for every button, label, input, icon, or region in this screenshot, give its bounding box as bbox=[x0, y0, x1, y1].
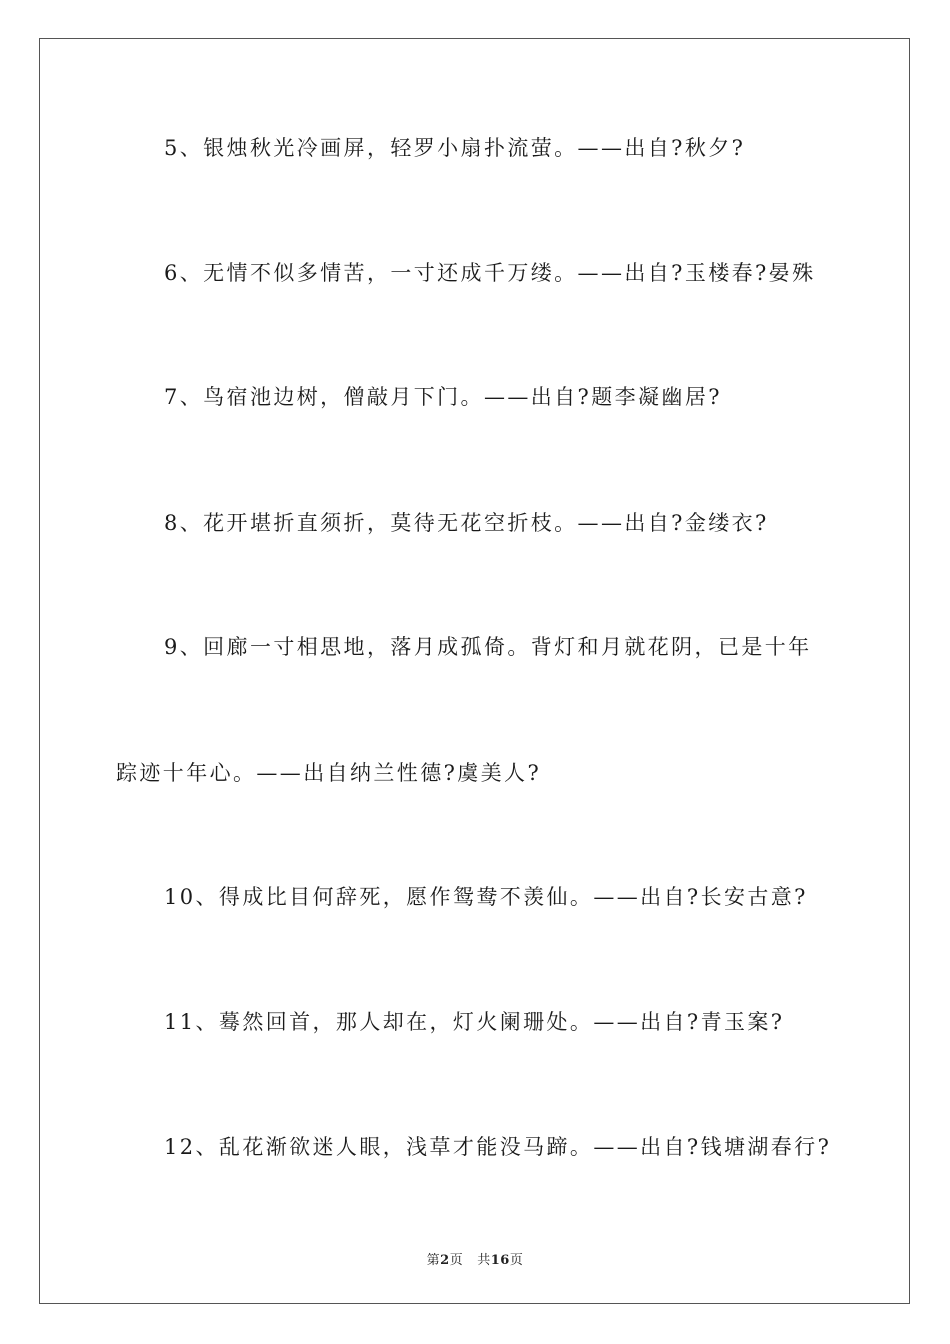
footer-page-number: 2 bbox=[440, 1253, 450, 1268]
footer-total-prefix: 共 bbox=[477, 1253, 491, 1268]
text-line-8: 8、花开堪折直须折，莫待无花空折枝。——出自?金缕衣? bbox=[164, 511, 769, 535]
footer-page-suffix: 页 bbox=[449, 1253, 464, 1268]
footer-total-pages: 16 bbox=[490, 1253, 510, 1268]
footer-page-prefix: 第 bbox=[426, 1253, 441, 1268]
text-line-12: 12、乱花渐欲迷人眼，浅草才能没马蹄。——出自?钱塘湖春行? bbox=[164, 1135, 832, 1159]
text-line-10: 10、得成比目何辞死，愿作鸳鸯不羡仙。——出自?长安古意? bbox=[164, 885, 808, 909]
text-line-11: 11、蓦然回首，那人却在，灯火阑珊处。——出自?青玉案? bbox=[164, 1010, 785, 1034]
text-line-7: 7、鸟宿池边树，僧敲月下门。——出自?题李凝幽居? bbox=[164, 385, 722, 409]
text-line-5: 5、银烛秋光冷画屏，轻罗小扇扑流萤。——出自?秋夕? bbox=[164, 136, 746, 160]
text-line-9: 9、回廊一寸相思地，落月成孤倚。背灯和月就花阴，已是十年 bbox=[164, 635, 812, 659]
text-line-9-continued: 踪迹十年心。——出自纳兰性德?虞美人? bbox=[116, 761, 542, 785]
text-line-6: 6、无情不似多情苦，一寸还成千万缕。——出自?玉楼春?晏殊 bbox=[164, 261, 816, 285]
page-footer bbox=[0, 1249, 950, 1268]
footer-total-suffix: 页 bbox=[509, 1253, 524, 1268]
page-border bbox=[39, 38, 910, 1304]
